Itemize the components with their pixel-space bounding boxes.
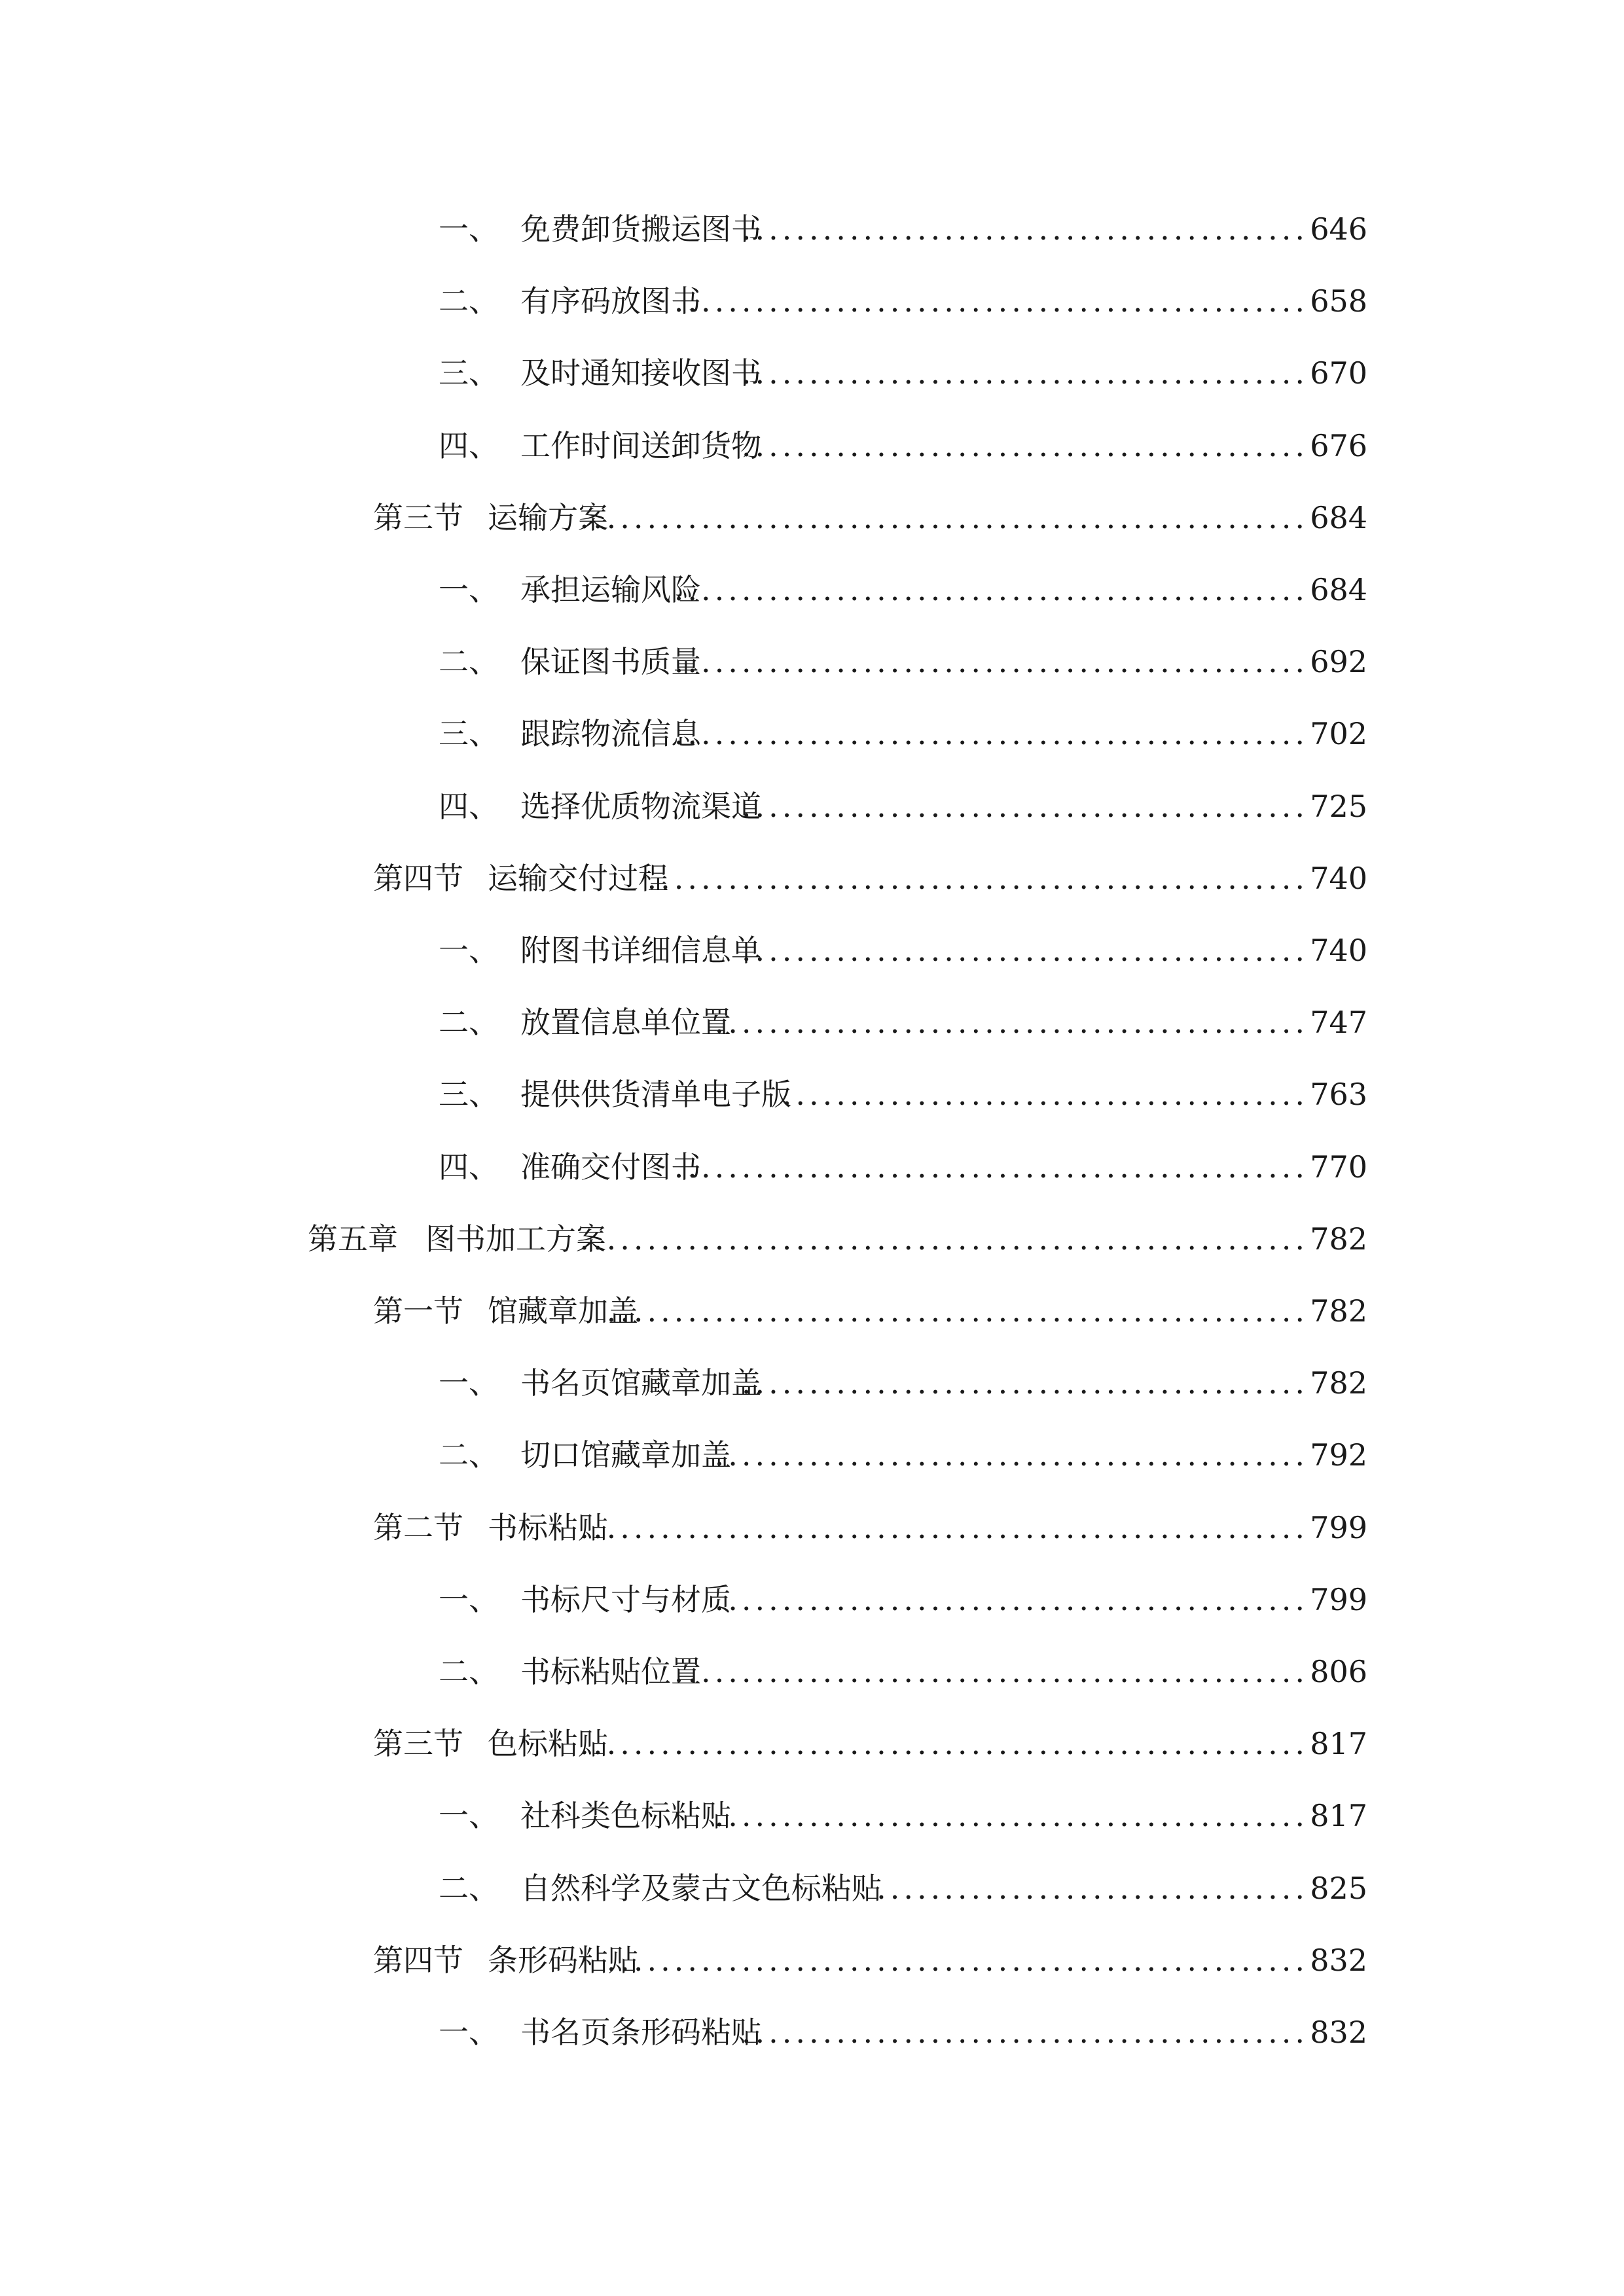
toc-entry[interactable] bbox=[0, 1285, 1624, 1337]
toc-leader-dots: ............................................ bbox=[714, 1582, 1308, 1617]
toc-entry-page: 692 bbox=[1310, 644, 1367, 679]
toc-entry-page: 658 bbox=[1310, 283, 1367, 319]
toc-entry-title: 馆藏章加盖 bbox=[488, 1293, 638, 1329]
toc-entry-title: 选择优质物流渠道 bbox=[520, 789, 761, 824]
toc-entry-number: 第二节 bbox=[373, 1510, 463, 1545]
toc-entry-page: 763 bbox=[1310, 1077, 1367, 1112]
toc-entry-title: 放置信息单位置 bbox=[520, 1005, 731, 1040]
toc-leader-dots: ............................................ bbox=[714, 1437, 1308, 1473]
toc-leader-dots: .......................................... bbox=[741, 1365, 1308, 1401]
toc-entry-number: 三、 bbox=[439, 716, 499, 751]
toc-leader-dots: ...................................................... bbox=[579, 1221, 1308, 1257]
toc-entry[interactable] bbox=[0, 1862, 1624, 1914]
toc-entry-page: 817 bbox=[1310, 1726, 1367, 1761]
toc-entry-title: 提供供货清单电子版 bbox=[520, 1077, 791, 1112]
toc-leader-dots: ...................................................... bbox=[579, 1726, 1308, 1761]
toc-entry-title: 书名页馆藏章加盖 bbox=[520, 1365, 761, 1401]
toc-entry-page: 670 bbox=[1310, 355, 1367, 391]
toc-entry[interactable] bbox=[0, 1213, 1624, 1265]
toc-entry-number: 一、 bbox=[439, 2015, 499, 2050]
toc-entry-number: 一、 bbox=[439, 1365, 499, 1401]
toc-leader-dots: ....................................... bbox=[782, 1077, 1308, 1112]
toc-entry-page: 782 bbox=[1310, 1221, 1367, 1257]
toc-entry-number: 二、 bbox=[439, 283, 499, 319]
toc-entry[interactable] bbox=[0, 1357, 1624, 1409]
toc-entry-number: 三、 bbox=[439, 1077, 499, 1112]
toc-entry-title: 承担运输风险 bbox=[520, 572, 701, 607]
toc-leader-dots: ................................................. bbox=[647, 861, 1308, 896]
toc-entry[interactable] bbox=[0, 1789, 1624, 1842]
toc-leader-dots: ............................................... bbox=[674, 644, 1308, 679]
toc-entry-page: 782 bbox=[1310, 1365, 1367, 1401]
toc-entry-number: 第四节 bbox=[373, 1943, 463, 1978]
toc-entry[interactable] bbox=[0, 420, 1624, 472]
toc-entry[interactable] bbox=[0, 1501, 1624, 1554]
toc-entry[interactable] bbox=[0, 1717, 1624, 1770]
toc-entry-title: 书标粘贴位置 bbox=[520, 1654, 701, 1689]
toc-entry-page: 684 bbox=[1310, 572, 1367, 607]
toc-entry[interactable] bbox=[0, 2006, 1624, 2058]
toc-entry-number: 二、 bbox=[439, 644, 499, 679]
toc-entry-title: 运输方案 bbox=[488, 500, 608, 535]
toc-entry-page: 702 bbox=[1310, 716, 1367, 751]
toc-entry-number: 第一节 bbox=[373, 1293, 463, 1329]
toc-entry[interactable] bbox=[0, 347, 1624, 399]
toc-leader-dots: .......................................... bbox=[741, 789, 1308, 824]
toc-entry-page: 799 bbox=[1310, 1510, 1367, 1545]
toc-entry-page: 725 bbox=[1310, 789, 1367, 824]
toc-entry-title: 自然科学及蒙古文色标粘贴 bbox=[520, 1871, 882, 1906]
toc-entry-number: 第三节 bbox=[373, 1726, 463, 1761]
toc-entry-number: 二、 bbox=[439, 1005, 499, 1040]
toc-entry[interactable] bbox=[0, 203, 1624, 255]
toc-entry-number: 三、 bbox=[439, 355, 499, 391]
toc-entry-number: 一、 bbox=[439, 1798, 499, 1833]
toc-entry[interactable] bbox=[0, 1573, 1624, 1626]
toc-entry-page: 747 bbox=[1310, 1005, 1367, 1040]
toc-entry-title: 切口馆藏章加盖 bbox=[520, 1437, 731, 1473]
toc-leader-dots: .......................................... bbox=[741, 428, 1308, 463]
toc-leader-dots: ...................................................... bbox=[579, 500, 1308, 535]
toc-entry-number: 第五章 bbox=[308, 1221, 398, 1257]
toc-leader-dots: .......................................... bbox=[741, 933, 1308, 968]
toc-entry-page: 806 bbox=[1310, 1654, 1367, 1689]
toc-leader-dots: .................................................... bbox=[606, 1293, 1308, 1329]
toc-leader-dots: .......................................... bbox=[741, 355, 1308, 391]
toc-leader-dots: ............................................... bbox=[674, 1149, 1308, 1185]
toc-entry-page: 825 bbox=[1310, 1871, 1367, 1906]
toc-entry[interactable] bbox=[0, 708, 1624, 760]
toc-entry-page: 684 bbox=[1310, 500, 1367, 535]
toc-entry-number: 四、 bbox=[439, 789, 499, 824]
toc-entry-title: 附图书详细信息单 bbox=[520, 933, 761, 968]
toc-entry-title: 色标粘贴 bbox=[488, 1726, 608, 1761]
toc-entry[interactable] bbox=[0, 636, 1624, 688]
toc-entry-title: 书标尺寸与材质 bbox=[520, 1582, 731, 1617]
toc-entry[interactable] bbox=[0, 1934, 1624, 1986]
toc-leader-dots: .......................................... bbox=[741, 2015, 1308, 2050]
toc-entry-number: 四、 bbox=[439, 428, 499, 463]
toc-entry[interactable] bbox=[0, 1429, 1624, 1481]
toc-entry-title: 书标粘贴 bbox=[488, 1510, 608, 1545]
toc-entry-page: 782 bbox=[1310, 1293, 1367, 1329]
toc-entry-number: 二、 bbox=[439, 1654, 499, 1689]
toc-entry-title: 工作时间送卸货物 bbox=[520, 428, 761, 463]
toc-leader-dots: ............................................... bbox=[674, 716, 1308, 751]
toc-entry-page: 740 bbox=[1310, 861, 1367, 896]
toc-entry-number: 一、 bbox=[439, 933, 499, 968]
toc-leader-dots: ............................................... bbox=[674, 1654, 1308, 1689]
toc-leader-dots: ............................................... bbox=[674, 283, 1308, 319]
toc-entry-page: 646 bbox=[1310, 211, 1367, 247]
toc-leader-dots: .................................................... bbox=[606, 1943, 1308, 1978]
toc-entry-number: 一、 bbox=[439, 1582, 499, 1617]
toc-entry[interactable] bbox=[0, 1645, 1624, 1698]
toc-entry-title: 有序码放图书 bbox=[520, 283, 701, 319]
toc-entry[interactable] bbox=[0, 852, 1624, 905]
toc-entry[interactable] bbox=[0, 1141, 1624, 1193]
toc-entry-title: 条形码粘贴 bbox=[488, 1943, 638, 1978]
toc-leader-dots: ............................................ bbox=[714, 1798, 1308, 1833]
toc-entry[interactable] bbox=[0, 1068, 1624, 1121]
toc-entry[interactable] bbox=[0, 996, 1624, 1049]
toc-entry-page: 832 bbox=[1310, 1943, 1367, 1978]
toc-entry-title: 及时通知接收图书 bbox=[520, 355, 761, 391]
toc-entry-title: 书名页条形码粘贴 bbox=[520, 2015, 761, 2050]
toc-entry[interactable] bbox=[0, 492, 1624, 544]
toc-entry-title: 运输交付过程 bbox=[488, 861, 668, 896]
toc-leader-dots: ............................................... bbox=[674, 572, 1308, 607]
toc-entry[interactable] bbox=[0, 924, 1624, 977]
toc-entry-page: 817 bbox=[1310, 1798, 1367, 1833]
toc-entry-page: 770 bbox=[1310, 1149, 1367, 1185]
toc-entry-title: 保证图书质量 bbox=[520, 644, 701, 679]
toc-entry-page: 740 bbox=[1310, 933, 1367, 968]
toc-entry-number: 二、 bbox=[439, 1437, 499, 1473]
toc-entry-page: 792 bbox=[1310, 1437, 1367, 1473]
toc-leader-dots: ...................................................... bbox=[579, 1510, 1308, 1545]
toc-entry-title: 社科类色标粘贴 bbox=[520, 1798, 731, 1833]
toc-entry-title: 图书加工方案 bbox=[425, 1221, 606, 1257]
toc-entry-number: 一、 bbox=[439, 211, 499, 247]
toc-entry-title: 免费卸货搬运图书 bbox=[520, 211, 761, 247]
toc-entry[interactable] bbox=[0, 780, 1624, 833]
toc-entry-page: 676 bbox=[1310, 428, 1367, 463]
toc-leader-dots: ................................ bbox=[876, 1871, 1308, 1906]
toc-entry-number: 四、 bbox=[439, 1149, 499, 1185]
toc-leader-dots: ............................................ bbox=[714, 1005, 1308, 1040]
toc-entry-number: 一、 bbox=[439, 572, 499, 607]
toc-entry-page: 799 bbox=[1310, 1582, 1367, 1617]
toc-entry-page: 832 bbox=[1310, 2015, 1367, 2050]
toc-entry-title: 准确交付图书 bbox=[520, 1149, 701, 1185]
toc-entry-number: 第三节 bbox=[373, 500, 463, 535]
toc-entry[interactable] bbox=[0, 564, 1624, 616]
toc-entry-number: 二、 bbox=[439, 1871, 499, 1906]
toc-entry-number: 第四节 bbox=[373, 861, 463, 896]
toc-entry[interactable] bbox=[0, 275, 1624, 327]
toc-entry-title: 跟踪物流信息 bbox=[520, 716, 701, 751]
toc-leader-dots: .......................................... bbox=[741, 211, 1308, 247]
